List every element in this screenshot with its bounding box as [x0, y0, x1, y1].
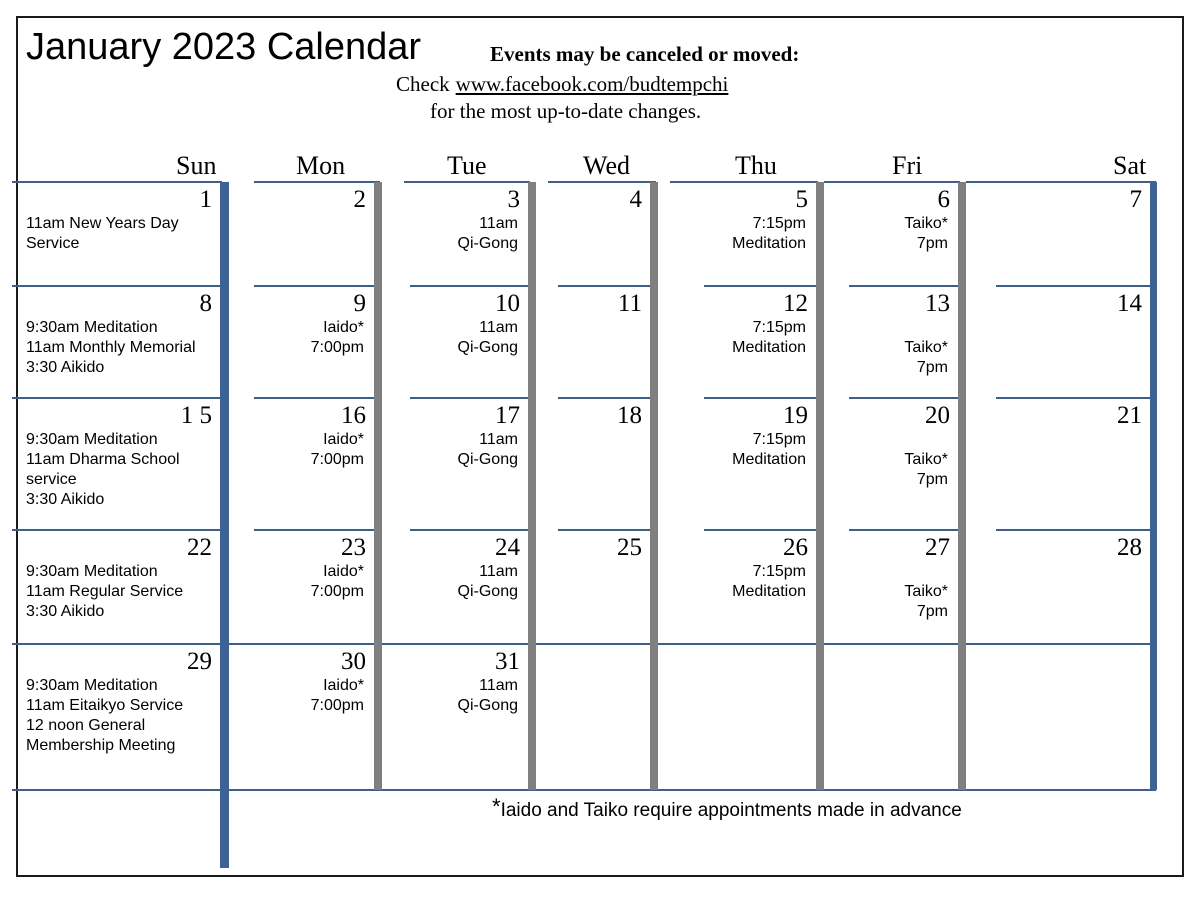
dayname-sun: Sun — [176, 151, 217, 180]
event-item: Iaido* — [323, 431, 364, 448]
event-list — [26, 562, 210, 622]
event-item — [904, 562, 948, 582]
event-item: Iaido* — [323, 677, 364, 694]
event-item: Meditation — [732, 451, 806, 468]
day-number: 17 — [495, 402, 520, 429]
day-cell-sat — [966, 182, 1150, 286]
day-cell-fri — [824, 182, 958, 286]
day-cell-sun — [16, 182, 220, 286]
event-item: 11am — [479, 215, 518, 232]
day-cell-mon — [228, 182, 374, 286]
day-cell-wed — [536, 182, 650, 286]
event-item: 11am — [479, 319, 518, 336]
day-cell-mon — [228, 644, 374, 790]
notice-check-line — [396, 72, 728, 97]
dayname-thu: Thu — [735, 151, 777, 180]
day-number: 12 — [783, 290, 808, 317]
event-item: 3:30 Aikido — [26, 359, 105, 376]
event-list — [904, 214, 948, 254]
day-number: 2 — [353, 186, 366, 213]
event-list — [458, 214, 518, 254]
notice-check-label: Check — [396, 72, 450, 96]
day-number: 18 — [617, 402, 642, 429]
event-item: Taiko* — [904, 215, 948, 232]
event-item: 11am Monthly Memorial — [26, 339, 196, 356]
footnote-text: Iaido and Taiko require appointments made in advance — [500, 800, 962, 821]
day-cell-sat — [966, 398, 1150, 530]
day-cell-wed — [536, 530, 650, 644]
event-item: 9:30am Meditation — [26, 563, 158, 580]
day-cell-thu — [658, 286, 816, 398]
column-divider — [650, 182, 658, 790]
day-number: 29 — [187, 648, 212, 675]
event-list — [26, 318, 210, 378]
event-list — [458, 562, 518, 602]
event-item: 11am — [479, 431, 518, 448]
day-cell-sat — [966, 286, 1150, 398]
event-item: 7:15pm — [752, 431, 806, 448]
day-number: 8 — [199, 290, 212, 317]
day-number: 13 — [925, 290, 950, 317]
day-number: 25 — [617, 534, 642, 561]
dayname-mon: Mon — [296, 151, 346, 180]
event-item: 7:00pm — [310, 339, 364, 356]
day-number: 30 — [341, 648, 366, 675]
dayname-tue: Tue — [447, 151, 487, 180]
event-list — [904, 562, 948, 622]
event-list — [26, 430, 210, 510]
event-item: 11am Eitaikyo Service — [26, 697, 184, 714]
day-number: 21 — [1117, 402, 1142, 429]
day-number: 23 — [341, 534, 366, 561]
day-number: 1 5 — [180, 402, 212, 429]
event-list — [732, 318, 806, 358]
event-list — [732, 430, 806, 470]
footnote — [492, 796, 962, 822]
event-list — [458, 318, 518, 358]
day-cell-fri — [824, 398, 958, 530]
column-divider — [374, 182, 382, 790]
event-item: 11am Dharma School service — [26, 451, 180, 488]
event-item — [904, 318, 948, 338]
day-number: 11 — [617, 290, 642, 317]
event-list — [311, 430, 364, 470]
day-cell-sun — [16, 398, 220, 530]
day-number: 9 — [353, 290, 366, 317]
event-item: Qi-Gong — [457, 697, 518, 714]
notice-footer-line: for the most up-to-date changes. — [430, 99, 702, 123]
event-item: Taiko* — [904, 339, 948, 356]
day-cell-sun — [16, 644, 220, 790]
event-item: 7:15pm — [752, 563, 806, 580]
day-cell-tue — [382, 182, 528, 286]
event-item: 9:30am Meditation — [26, 319, 158, 336]
day-number: 22 — [187, 534, 212, 561]
day-cell-sun — [16, 286, 220, 398]
event-item: 12 noon General Membership Meeting — [26, 717, 176, 754]
event-item: 11am New Years Day Service — [26, 215, 179, 252]
day-number: 27 — [925, 534, 950, 561]
column-divider — [816, 182, 824, 790]
day-cell-thu — [658, 182, 816, 286]
day-cell-wed — [536, 286, 650, 398]
event-list — [311, 318, 364, 358]
day-number: 1 — [199, 186, 212, 213]
event-list — [458, 430, 518, 470]
event-item: 3:30 Aikido — [26, 491, 105, 508]
day-number: 6 — [937, 186, 950, 213]
event-item: 3:30 Aikido — [26, 603, 105, 620]
event-list — [732, 562, 806, 602]
event-item — [904, 430, 948, 450]
event-item: 7pm — [916, 471, 948, 488]
day-cell-wed — [536, 398, 650, 530]
day-cell-fri — [824, 530, 958, 644]
event-item: 7:15pm — [752, 215, 806, 232]
event-list — [26, 214, 210, 254]
dayname-wed: Wed — [583, 151, 630, 180]
day-cell-sun — [16, 530, 220, 644]
event-item: Meditation — [732, 583, 806, 600]
dayname-sat: Sat — [1113, 151, 1147, 180]
day-cell-mon — [228, 530, 374, 644]
day-cell-tue — [382, 286, 528, 398]
day-cell-fri — [824, 644, 958, 790]
day-number: 5 — [795, 186, 808, 213]
event-item: Iaido* — [323, 319, 364, 336]
event-item: 7pm — [916, 235, 948, 252]
day-cell-tue — [382, 530, 528, 644]
column-divider — [1150, 182, 1157, 790]
day-cell-wed — [536, 644, 650, 790]
event-item: Qi-Gong — [457, 451, 518, 468]
event-item: Taiko* — [904, 451, 948, 468]
day-number: 26 — [783, 534, 808, 561]
event-item: 7:00pm — [310, 583, 364, 600]
event-item: Qi-Gong — [457, 583, 518, 600]
event-item: 7:00pm — [310, 697, 364, 714]
event-item: 9:30am Meditation — [26, 431, 158, 448]
event-list — [732, 214, 806, 254]
notice-heading: Events may be canceled or moved: — [490, 42, 800, 66]
day-cell-thu — [658, 644, 816, 790]
event-item: Taiko* — [904, 583, 948, 600]
event-item: 7:00pm — [310, 451, 364, 468]
event-list — [904, 430, 948, 490]
day-cell-sat — [966, 644, 1150, 790]
event-item: Qi-Gong — [457, 339, 518, 356]
day-cell-mon — [228, 286, 374, 398]
day-cell-thu — [658, 398, 816, 530]
event-item: 11am Regular Service — [26, 583, 184, 600]
event-item: 11am — [479, 563, 518, 580]
day-cell-tue — [382, 398, 528, 530]
day-number: 3 — [507, 186, 520, 213]
day-number: 19 — [783, 402, 808, 429]
day-number: 10 — [495, 290, 520, 317]
day-number: 7 — [1129, 186, 1142, 213]
day-number: 31 — [495, 648, 520, 675]
day-number: 24 — [495, 534, 520, 561]
dayname-fri: Fri — [892, 151, 923, 180]
event-item: Meditation — [732, 235, 806, 252]
event-item: Qi-Gong — [457, 235, 518, 252]
day-number: 4 — [629, 186, 642, 213]
event-list — [26, 676, 210, 756]
event-item: 7pm — [916, 603, 948, 620]
day-number: 16 — [341, 402, 366, 429]
day-cell-mon — [228, 398, 374, 530]
day-number: 28 — [1117, 534, 1142, 561]
column-divider — [528, 182, 536, 790]
event-list — [904, 318, 948, 378]
event-item: 7:15pm — [752, 319, 806, 336]
event-list — [311, 676, 364, 716]
day-cell-tue — [382, 644, 528, 790]
day-cell-thu — [658, 530, 816, 644]
facebook-link[interactable]: www.facebook.com/budtempchi — [455, 72, 729, 96]
day-number: 20 — [925, 402, 950, 429]
event-item: 11am — [479, 677, 518, 694]
day-cell-sat — [966, 530, 1150, 644]
footnote-asterisk: * — [492, 794, 501, 819]
day-number: 14 — [1117, 290, 1142, 317]
event-list — [311, 562, 364, 602]
event-item: 9:30am Meditation — [26, 677, 158, 694]
calendar-title: January 2023 Calendar — [26, 26, 422, 68]
event-item: 7pm — [916, 359, 948, 376]
event-list — [458, 676, 518, 716]
event-item: Iaido* — [323, 563, 364, 580]
day-cell-fri — [824, 286, 958, 398]
column-divider — [958, 182, 966, 790]
event-item: Meditation — [732, 339, 806, 356]
